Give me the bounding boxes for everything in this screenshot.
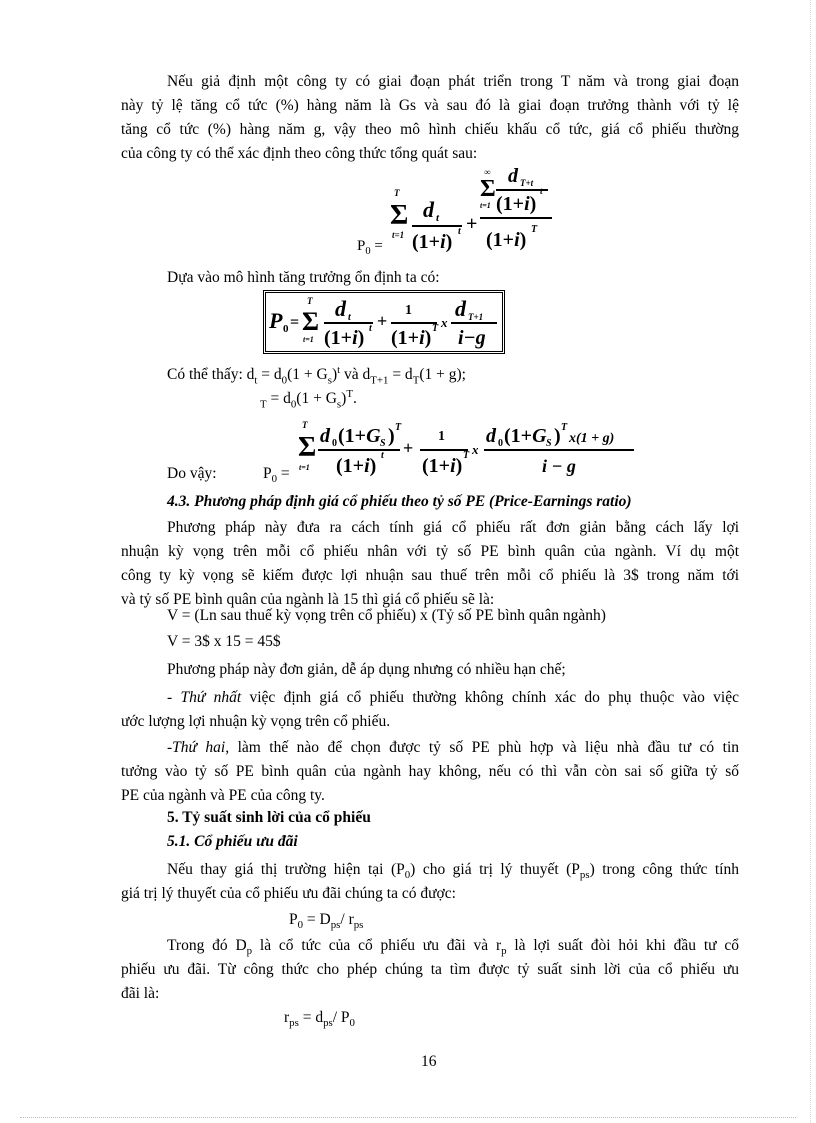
svg-text:x(1 + g): x(1 + g) <box>569 431 615 446</box>
formula-line: $r_{ps} = d_{ps}/$ $P_0$ <box>284 1009 355 1030</box>
svg-text:i−g: i−g <box>458 327 486 349</box>
paragraph-line: và tỷ số PE bình quân của ngành là 15 thì giá cổ phiếu sẽ là: <box>121 591 495 608</box>
svg-text:Σ: Σ <box>390 200 409 231</box>
svg-text:x: x <box>441 315 448 330</box>
svg-text:t=1: t=1 <box>392 230 405 240</box>
page-number: 16 <box>421 1053 437 1070</box>
svg-text:T: T <box>561 422 568 433</box>
svg-text:d: d <box>335 296 346 321</box>
svg-text:Σ: Σ <box>298 432 317 463</box>
svg-text:T: T <box>463 450 470 461</box>
subsection-heading: 5.1. Cổ phiếu ưu đãi <box>167 833 298 850</box>
paragraph-line: Nếu giả định một công ty có giai đoạn phát triển trong T năm và trong giai đoạn <box>167 73 739 90</box>
paragraph-line: Nếu thay giá thị trường hiện tại $(P_0)$ cho giá trị lý thuyết $(P_{ps})$ trong công thức tính <box>167 861 739 882</box>
svg-text:T: T <box>531 224 538 235</box>
svg-text:T+1: T+1 <box>468 312 484 322</box>
svg-text:t=1: t=1 <box>480 201 491 210</box>
svg-text:): ) <box>388 425 395 447</box>
svg-text:d: d <box>423 197 434 222</box>
svg-text:+: + <box>403 438 414 458</box>
formula-line: V = 3$ x 15 = 45$ <box>167 633 281 650</box>
paragraph-line: Trong đó $D_p$ là cổ tức của cổ phiếu ưu đãi và $r_p$ là lợi suất đòi hỏi khi đầu tư cổ <box>167 937 739 958</box>
paragraph-line: đãi là: <box>121 985 160 1002</box>
svg-text:(1+G: (1+G <box>504 425 547 447</box>
svg-text:d: d <box>455 296 466 321</box>
svg-text:0: 0 <box>498 438 503 449</box>
svg-text:(1+i): (1+i) <box>496 193 537 215</box>
svg-text:t: t <box>348 312 351 323</box>
svg-text:t: t <box>458 226 461 237</box>
svg-text:Σ: Σ <box>480 176 496 202</box>
svg-text:T: T <box>394 188 400 198</box>
paragraph-line: của công ty có thể xác định theo công thức tổng quát sau: <box>121 145 478 162</box>
svg-text:(1+i): (1+i) <box>324 327 365 349</box>
paragraph-line: Phương pháp này đưa ra cách tính giá cổ phiếu rất đơn giản bằng cách lấy lợi <box>167 519 739 536</box>
svg-text:T+t: T+t <box>520 178 534 188</box>
svg-text:Σ: Σ <box>302 307 319 336</box>
paragraph-line: - Thứ nhất việc định giá cổ phiếu thường không chính xác do phụ thuộc vào việc <box>167 689 739 706</box>
section-heading: 5. Tỷ suất sinh lời của cổ phiếu <box>167 809 371 826</box>
formula-line: V = (Ln sau thuế kỳ vọng trên cổ phiếu) x (Tỷ số PE bình quân ngành) <box>167 607 606 624</box>
section-heading: 4.3. Phương pháp định giá cổ phiếu theo tỷ số PE (Price-Earnings ratio) <box>167 493 632 510</box>
page-border-dotted-vertical <box>810 0 811 1123</box>
paragraph-line: phiếu ưu đãi. Từ công thức cho phép chúng ta tìm được tỷ suất sinh lời của cổ phiếu ưu <box>121 961 739 978</box>
svg-text:T: T <box>432 323 439 334</box>
formula-1-lhs: $P_0$ = <box>357 238 383 257</box>
svg-text:): ) <box>554 425 561 447</box>
svg-text:(1+G: (1+G <box>338 425 381 447</box>
svg-text:+: + <box>377 311 388 331</box>
svg-text:∞: ∞ <box>484 167 491 177</box>
svg-text:t=1: t=1 <box>299 463 310 472</box>
svg-text:T: T <box>302 420 308 430</box>
paragraph-line: nhuận kỳ vọng trên mỗi cổ phiếu nhân với tỷ số PE bình quân của ngành. Ví dụ một <box>121 543 739 560</box>
svg-text:=: = <box>290 314 300 331</box>
paragraph-line: ước lượng lợi nhuận kỳ vọng trên cổ phiếu. <box>121 713 391 730</box>
svg-text:0: 0 <box>332 438 337 449</box>
svg-text:+: + <box>466 213 478 235</box>
svg-text:d: d <box>320 425 330 447</box>
formula-2-stable-growth <box>265 292 503 352</box>
svg-text:0: 0 <box>283 323 289 335</box>
svg-text:t: t <box>540 186 543 196</box>
formula-1-general-two-stage <box>390 160 570 260</box>
svg-text:(1+i): (1+i) <box>412 231 453 253</box>
svg-text:(1+i): (1+i) <box>422 455 463 477</box>
svg-text:x: x <box>472 442 479 457</box>
svg-text:(1+i): (1+i) <box>391 327 432 349</box>
svg-text:S: S <box>380 438 386 449</box>
svg-text:d: d <box>508 165 518 187</box>
svg-text:t: t <box>436 212 440 224</box>
svg-text:S: S <box>546 438 552 449</box>
paragraph-line: công ty kỳ vọng sẽ kiếm được lợi nhuận sau thuế trên mỗi cổ phiếu là 3$ trong năm tới <box>121 567 739 584</box>
svg-text:P: P <box>269 308 283 333</box>
paragraph-line: tăng cổ tức (%) hàng năm g, vậy theo mô hình chiếu khấu cổ tức, giá cổ phiếu thường <box>121 121 739 138</box>
page-border-dotted <box>20 1117 796 1118</box>
formula-3-expanded <box>296 412 641 482</box>
paragraph-line: PE của ngành và PE của công ty. <box>121 787 325 804</box>
svg-text:1: 1 <box>438 429 445 444</box>
observation-line-1: Có thể thấy: $d_t = d_0(1 + G_s)^t$ và $d_{T+1} = d_T(1 + g)$; <box>167 364 466 387</box>
paragraph-line: -Thứ hai, làm thế nào để chọn được tỷ số PE phù hợp và liệu nhà đầu tư có tin <box>167 739 740 756</box>
paragraph-line: này tỷ lệ tăng cổ tức (%) hàng năm là Gs và sau đó là giai đoạn trưởng thành với tỷ lệ <box>121 97 739 114</box>
paragraph-line: giá trị lý thuyết của cổ phiếu ưu đãi chúng ta có được: <box>121 885 456 902</box>
therefore-label: Do vậy: <box>167 465 217 482</box>
formula-line: $P_0 = D_{ps}/$ $r_{ps}$ <box>289 911 364 932</box>
svg-text:T: T <box>307 296 313 306</box>
formula-3-lhs: $P_0$ = <box>263 465 290 486</box>
svg-text:t: t <box>381 450 384 461</box>
svg-text:T: T <box>395 422 402 433</box>
svg-text:d: d <box>486 425 496 447</box>
svg-text:(1+i): (1+i) <box>336 455 377 477</box>
paragraph-line: Phương pháp này đơn giản, dễ áp dụng nhưng có nhiều hạn chế; <box>167 661 566 678</box>
svg-text:t=1: t=1 <box>303 335 314 344</box>
svg-text:i − g: i − g <box>542 456 576 476</box>
svg-text:1: 1 <box>405 303 412 318</box>
svg-text:(1+i): (1+i) <box>486 229 527 251</box>
paragraph-line: tưởng vào tỷ số PE bình quân của ngành hay không, nếu có thì vẫn còn sai số giữa tỷ số <box>121 763 739 780</box>
observation-line-2: $_T = d_0(1 + G_s)^T$. <box>260 388 357 411</box>
svg-text:t: t <box>369 323 372 334</box>
paragraph-line: Dựa vào mô hình tăng trưởng ổn định ta có: <box>167 269 440 286</box>
